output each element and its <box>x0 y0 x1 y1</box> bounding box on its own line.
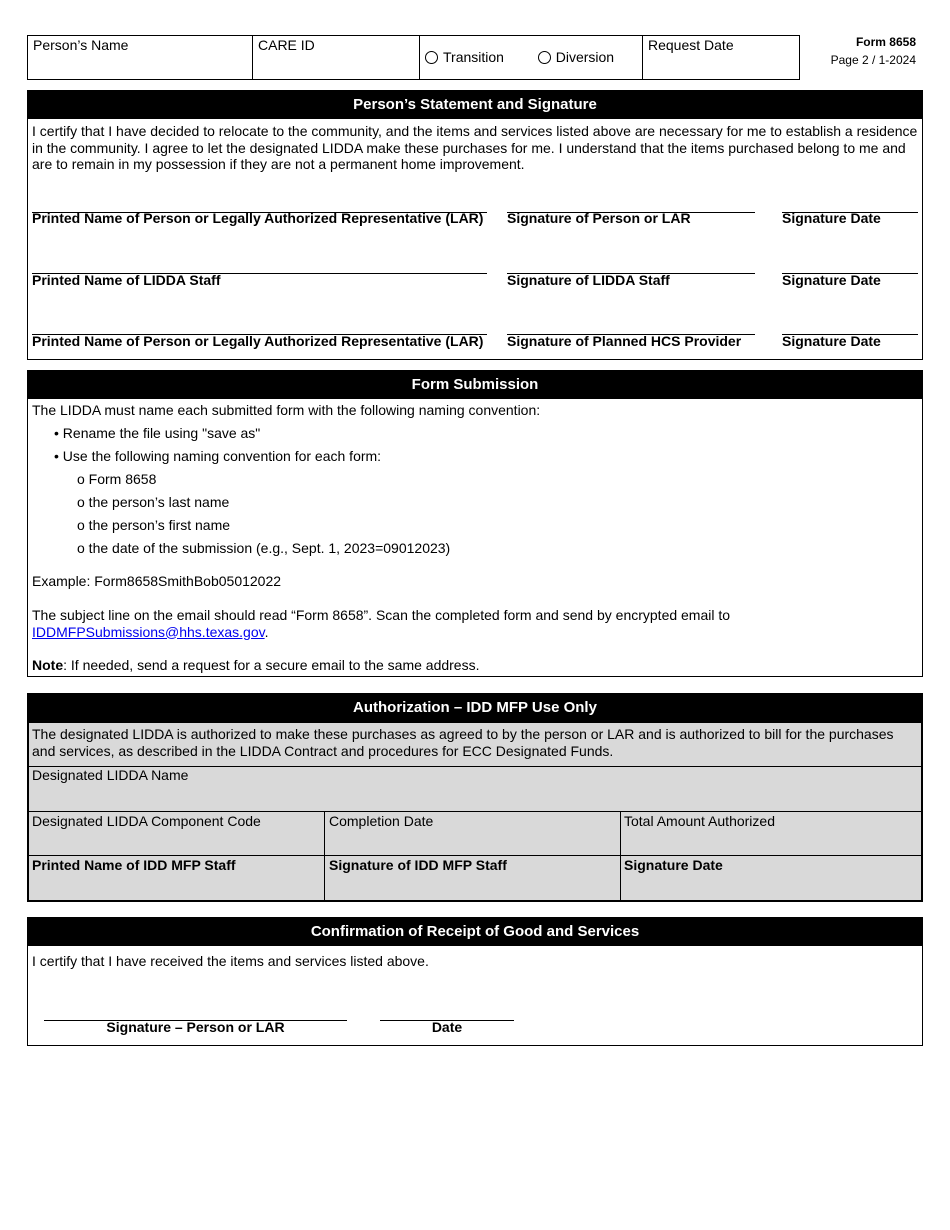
lidda-name-label: Designated LIDDA Name <box>32 767 189 783</box>
staff-name-label: Printed Name of IDD MFP Staff <box>32 857 236 873</box>
request-date-field[interactable] <box>642 35 800 80</box>
note <box>32 657 479 674</box>
persons-name-label: Person’s Name <box>33 37 129 53</box>
staff-signature-field[interactable] <box>324 856 621 901</box>
confirmation-date-label: Date <box>431 1019 463 1035</box>
signature-label-3: Signature of Planned HCS Provider <box>507 333 742 349</box>
signature-label-1: Signature of Person or LAR <box>507 210 691 226</box>
transition-label: Transition <box>443 49 504 65</box>
completion-date-label: Completion Date <box>329 813 434 829</box>
auth-signature-date-label: Signature Date <box>624 857 723 873</box>
page-info: Page 2 / 1-2024 <box>830 53 916 67</box>
date-label-2: Signature Date <box>782 272 881 288</box>
submission-intro: The LIDDA must name each submitted form with the following naming convention: <box>32 402 541 418</box>
email-text: The subject line on the email should read “Form 8658”. Scan the completed form and send by encrypted email to <box>32 607 731 623</box>
confirmation-section <box>27 917 923 1046</box>
date-label-1: Signature Date <box>782 210 881 226</box>
confirmation-signature-label: Signature – Person or LAR <box>106 1019 285 1035</box>
radio-circle-icon[interactable] <box>538 51 551 64</box>
authorization-title: Authorization – IDD MFP Use Only <box>28 694 922 722</box>
form-number: Form 8658 <box>855 35 916 49</box>
diversion-label: Diversion <box>555 49 615 65</box>
submission-title: Form Submission <box>28 371 922 399</box>
transition-radio[interactable] <box>425 49 504 65</box>
component-code-label: Designated LIDDA Component Code <box>32 813 261 829</box>
component-code-field[interactable] <box>28 812 325 856</box>
statement-section <box>27 90 923 360</box>
staff-name-field[interactable] <box>28 856 325 901</box>
completion-date-field[interactable] <box>324 812 621 856</box>
staff-signature-label: Signature of IDD MFP Staff <box>329 857 507 873</box>
example-filename: Example: Form8658SmithBob05012022 <box>32 573 282 589</box>
statement-body: I certify that I have decided to relocate to the community, and the items and services listed above are necessary for me to establish a residence in the community. I agree to let the designated LIDDA make these purchases for me. I understand that the items purchased belong to me and are to remain in my possession if they are not a permanent home improvement. <box>32 123 918 172</box>
bullet-naming: • Use the following naming convention for each form: <box>54 448 382 464</box>
printed-name-label-1: Printed Name of Person or Legally Authorized Representative (LAR) <box>32 210 484 226</box>
printed-name-label-2: Printed Name of LIDDA Staff <box>32 272 221 288</box>
authorization-body: The designated LIDDA is authorized to make these purchases as agreed to by the person or LAR and is authorized to bill for the purchases and services, as described in the LIDDA Contract and procedures for ECC Designated Funds. <box>32 726 894 759</box>
lidda-name-field[interactable] <box>28 767 922 811</box>
date-label-3: Signature Date <box>782 333 881 349</box>
printed-name-label-3: Printed Name of Person or Legally Authorized Representative (LAR) <box>32 333 484 349</box>
note-text: : If needed, send a request for a secure email to the same address. <box>63 657 480 673</box>
total-amount-field[interactable] <box>620 812 922 856</box>
sub-item-first-name: o the person’s first name <box>77 517 231 533</box>
auth-signature-date-field[interactable] <box>620 856 922 901</box>
care-id-label: CARE ID <box>258 37 315 53</box>
total-amount-label: Total Amount Authorized <box>624 813 775 829</box>
email-link[interactable]: IDDMFPSubmissions@hhs.texas.gov <box>32 623 265 640</box>
sub-item-date: o the date of the submission (e.g., Sept. 1, 2023=09012023) <box>77 540 451 556</box>
email-period: . <box>264 623 269 640</box>
sub-item-last-name: o the person’s last name <box>77 494 230 510</box>
radio-circle-icon[interactable] <box>425 51 438 64</box>
confirmation-body: I certify that I have received the items and services listed above. <box>32 953 429 969</box>
email-instructions <box>32 607 912 640</box>
sub-item-form: o Form 8658 <box>77 471 157 487</box>
persons-name-field[interactable] <box>27 35 253 80</box>
submission-section <box>27 370 923 677</box>
note-label: Note <box>32 657 64 673</box>
transition-diversion-group <box>419 35 643 80</box>
authorization-section <box>27 693 923 902</box>
request-date-label: Request Date <box>648 37 734 53</box>
confirmation-title: Confirmation of Receipt of Good and Services <box>28 918 922 946</box>
bullet-rename: • Rename the file using "save as" <box>54 425 261 441</box>
diversion-radio[interactable] <box>538 49 614 65</box>
signature-label-2: Signature of LIDDA Staff <box>507 272 670 288</box>
care-id-field[interactable] <box>252 35 420 80</box>
statement-title: Person’s Statement and Signature <box>28 91 922 119</box>
